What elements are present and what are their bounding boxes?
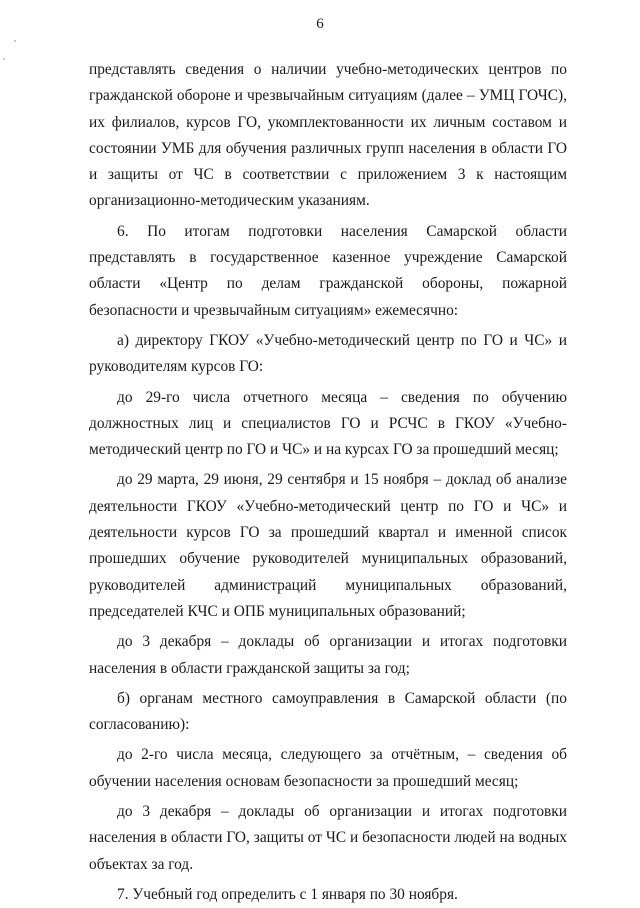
paragraph-item-6: 6. По итогам подготовки населения Самарской области представлять в государственное казенное учреждение Самарской области «Центр по делам гражданской обороны, пожарной безопасности и чрезвычайным ситуациям» ежемесячно: <box>89 222 567 319</box>
paragraph-monthly-report: до 29-го числа отчетного месяца – сведения по обучению должностных лиц и специалистов ГО и РСЧС в ГКОУ «Учебно-методический центр по ГО и ЧС» и на курсах ГО за прошедший месяц; <box>89 388 567 459</box>
paragraph-continuation: представлять сведения о наличии учебно-методических центров по гражданской обороне и чрезвычайным ситуациям (далее – УМЦ ГОЧС), их филиалов, курсов ГО, укомплектованности их личным составом и состоянии УМБ для обучения различных групп населения в области ГО и защиты от ЧС в соответствии с приложением 3 к настоящим организационно-методическим указаниям. <box>89 61 567 210</box>
paragraph-quarterly-report: до 29 марта, 29 июня, 29 сентября и 15 ноября – доклад об анализе деятельности ГКОУ «Учебно-методический центр по ГО и ЧС» и деятельности курсов ГО за прошедший квартал и именной список прошедших обучение руководителей муниципальных образований, руководителей администраций муниципальных образований, председателей КЧС и ОПБ муниципальных образований; <box>89 471 567 620</box>
paragraph-annual-report-safety: до 3 декабря – доклады об организации и итогах подготовки населения в области ГО, защиты от ЧС и безопасности людей на водных объектах за год. <box>89 803 567 873</box>
paragraph-item-7: 7. Учебный год определить с 1 января по 30 ноября. <box>117 885 458 903</box>
document-body <box>89 57 567 908</box>
scan-speck <box>3 58 5 60</box>
page-number: 6 <box>316 16 324 32</box>
paragraph-monthly-safety-report: до 2-го числа месяца, следующего за отчётным, – сведения об обучении населения основам безопасности за прошедший месяц; <box>89 746 567 790</box>
scan-speck <box>14 40 16 42</box>
paragraph-annual-report-civil-protection: до 3 декабря – доклады об организации и итогах подготовки населения в области гражданской защиты за год; <box>89 633 567 677</box>
paragraph-subitem-b: б) органам местного самоуправления в Самарской области (по согласованию): <box>89 689 567 734</box>
paragraph-subitem-a: а) директору ГКОУ «Учебно-методический центр по ГО и ЧС» и руководителям курсов ГО: <box>89 331 567 376</box>
